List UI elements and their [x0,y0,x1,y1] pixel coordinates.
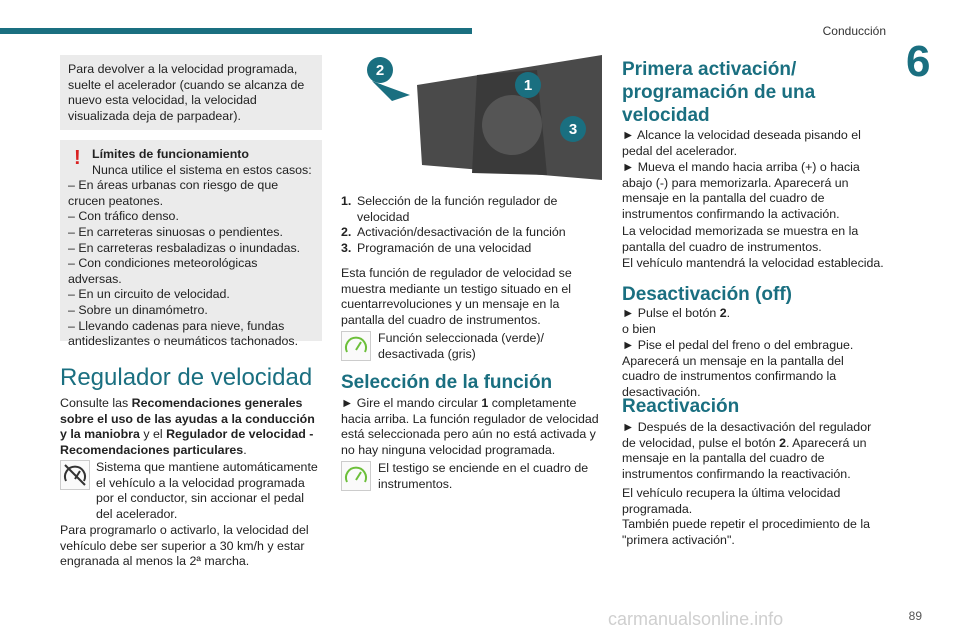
item-text: Programación de una velocidad [357,240,532,255]
section-title: Conducción [822,24,886,38]
intro-link-2: Regulador de velocidad - Recomendaciones particulares [60,427,314,457]
section-heading: Reactivación [622,396,740,417]
callout-3: 3 [568,121,578,138]
limits-list [68,178,314,350]
intro-link-1: Recomendaciones generales sobre el uso de las ayudas a la conducción y la maniobra [60,396,315,442]
cruise-control-icon [60,460,90,490]
intro-paragraph [60,396,322,458]
icon-text: Sistema que mantiene automáticamente el vehículo a la velocidad programada por el conductor, sin accionar el pedal del acelerador. [96,460,318,521]
callout-2: 2 [375,62,385,79]
warning-box [60,140,322,349]
icon-description [96,460,322,522]
list-item: – En carreteras sinuosas o pendientes. [68,224,283,239]
stalk-illustration [362,55,602,180]
note-box [60,55,322,130]
text: . [726,306,731,320]
watermark: carmanualsonline.info [608,609,784,629]
list-item: – En carreteras resbaladizas o inundadas. [68,240,301,255]
paragraph: o bien [622,322,656,336]
function-description: Esta función de regulador de velocidad se muestra mediante un testigo situado en el cuentarrevoluciones y un mensaje en la pantalla del cuadro de instrumentos. [341,266,572,327]
section-heading: Desactivación (off) [622,284,792,305]
text: completamente hacia arriba. La función regulador de velocidad está seleccionada pero aún no está activada y no hay ninguna velocidad programada. [341,396,599,457]
section-heading: Primera activación/ programación de una velocidad [622,59,816,126]
warning-icon: ! [74,147,81,169]
item-text: Activación/desactivación de la función [357,225,566,240]
item-number: 3. [341,240,352,255]
paragraph: La velocidad memorizada se muestra en la pantalla del cuadro de instrumentos. [622,224,859,254]
text: ► Gire el mando circular [341,396,482,410]
speedometer-icon [341,461,371,491]
paragraph [622,420,884,482]
chapter-number: 6 [906,37,931,86]
text: ► Pulse el botón [622,306,720,320]
paragraph: ► Mueva el mando hacia arriba (+) o hacia abajo (-) para memorizarla. Aparecerá un mensaje en la pantalla del cuadro de instrumentos confirmando la activación. [622,160,860,221]
item-number: 2. [341,225,352,240]
intro-text: . [243,442,247,457]
section-heading: Selección de la función [341,372,553,393]
activation-requirements: Para programarlo o activarlo, la velocidad del vehículo debe ser superior a 30 km/h y estar engranada al menos la 2ª marcha. [60,523,309,569]
page-number: 89 [908,609,922,623]
item-text: Selección de la función regulador de velocidad [357,194,558,224]
list-item: – Con condiciones meteorológicas adversas. [68,256,258,286]
text: . Aparecerá un mensaje en la pantalla del cuadro de instrumentos confirmando la reactivación. [622,435,867,481]
icon-description: Función seleccionada (verde)/ desactivada (gris) [378,331,544,361]
paragraph: También puede repetir el procedimiento de la "primera activación". [622,517,870,547]
speedometer-icon [341,331,371,361]
list-item: – Con tráfico denso. [68,209,179,224]
paragraph [622,306,884,322]
intro-text: y el [139,427,167,442]
list-item: – En áreas urbanas con riesgo de que crucen peatones. [68,178,279,208]
note-text: Para devolver a la velocidad programada, suelte el acelerador (cuando se alcanza de nuevo esta velocidad, la velocidad visualizada deja de parpadear). [68,62,305,123]
legend-list [341,194,603,256]
text: ► Después de la desactivación del regulador de velocidad, pulse el botón [622,420,872,450]
item-number: 1. [341,194,352,208]
intro-text: Consulte las [60,396,132,410]
selection-paragraph [341,396,603,458]
paragraph: ► Pise el pedal del freno o del embrague. Aparecerá un mensaje en la pantalla del cuadro de instrumentos confirmando la desactivación. [622,338,854,399]
text-bold: 2 [719,306,727,320]
text-bold: 1 [481,396,489,410]
header-bar [0,28,472,34]
warning-title: Límites de funcionamiento [92,147,249,161]
paragraph: El vehículo recupera la última velocidad programada. [622,486,841,516]
list-item: – Llevando cadenas para nieve, fundas antideslizantes o neumáticos tachonados. [68,318,299,349]
callout-1: 1 [523,77,533,94]
list-item [341,241,603,257]
list-item: – En un circuito de velocidad. [68,287,230,302]
list-item: – Sobre un dinamómetro. [68,302,208,317]
paragraph: ► Alcance la velocidad deseada pisando el pedal del acelerador. [622,128,861,158]
icon-description: El testigo se enciende en el cuadro de instrumentos. [378,461,589,491]
text-bold: 2 [779,435,786,450]
list-item [341,225,603,241]
paragraph: El vehículo mantendrá la velocidad establecida. [622,256,884,270]
list-item [341,194,603,225]
page-title: Regulador de velocidad [60,364,313,391]
warning-intro: Nunca utilice el sistema en estos casos: [92,162,312,177]
